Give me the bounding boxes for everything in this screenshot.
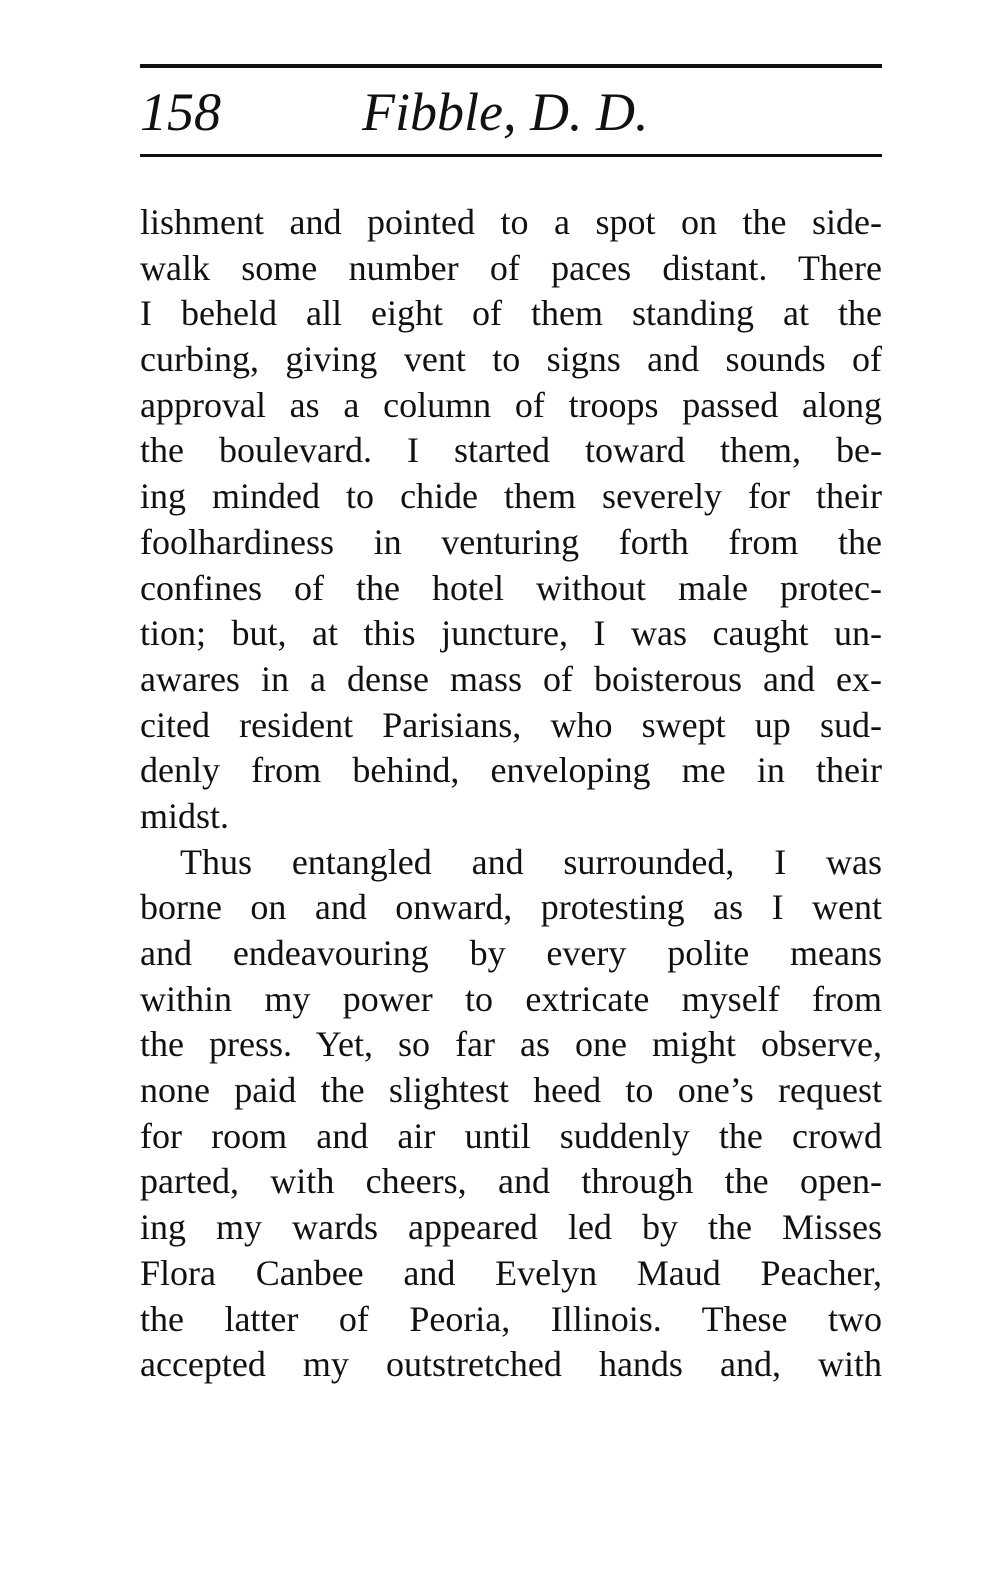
text-line: lishment and pointed to a spot on the side- [140, 202, 882, 242]
text-line: curbing, giving vent to signs and sounds of [140, 339, 882, 380]
text-line: ing minded to chide them severely for their [140, 476, 882, 517]
text-line: cited resident Parisians, who swept up sud- [140, 704, 882, 745]
text-line: walk some number of paces distant. There [140, 247, 882, 288]
body-text [140, 200, 882, 1388]
text-line: foolhardiness in venturing forth from the [140, 521, 882, 562]
header-top-rule [140, 64, 882, 68]
page-number: 158 [140, 82, 221, 142]
text-line: the latter of Peoria, Illinois. These two [140, 1298, 882, 1339]
text-line: borne on and onward, protesting as I went [140, 887, 882, 928]
text-line: denly from behind, enveloping me in their [140, 750, 882, 791]
text-line: parted, with cheers, and through the open- [140, 1161, 882, 1202]
text-line: none paid the slightest heed to one’s request [140, 1070, 882, 1111]
text-line: Flora Canbee and Evelyn Maud Peacher, [140, 1252, 882, 1293]
text-line: tion; but, at this juncture, I was caught un- [140, 613, 882, 654]
text-line: and endeavouring by every polite means [140, 933, 882, 973]
running-title: Fibble, D. D. [362, 82, 649, 142]
text-line: for room and air until suddenly the crowd [140, 1115, 882, 1156]
text-line: the boulevard. I started toward them, be- [140, 430, 882, 471]
text-line: confines of the hotel without male protec- [140, 567, 882, 608]
header-bottom-rule [140, 154, 882, 157]
text-line: within my power to extricate myself from [140, 978, 882, 1019]
text-line: the press. Yet, so far as one might observe, [140, 1024, 882, 1065]
text-line: accepted my outstretched hands and, with [140, 1344, 882, 1385]
text-line: Thus entangled and surrounded, I was [180, 841, 882, 882]
text-line: ing my wards appeared led by the Misses [140, 1207, 882, 1248]
text-line: approval as a column of troops passed along [140, 384, 882, 425]
text-line: I beheld all eight of them standing at the [140, 293, 882, 334]
running-header [140, 76, 882, 148]
text-line: awares in a dense mass of boisterous and ex- [140, 658, 882, 699]
text-line: midst. [140, 795, 230, 836]
